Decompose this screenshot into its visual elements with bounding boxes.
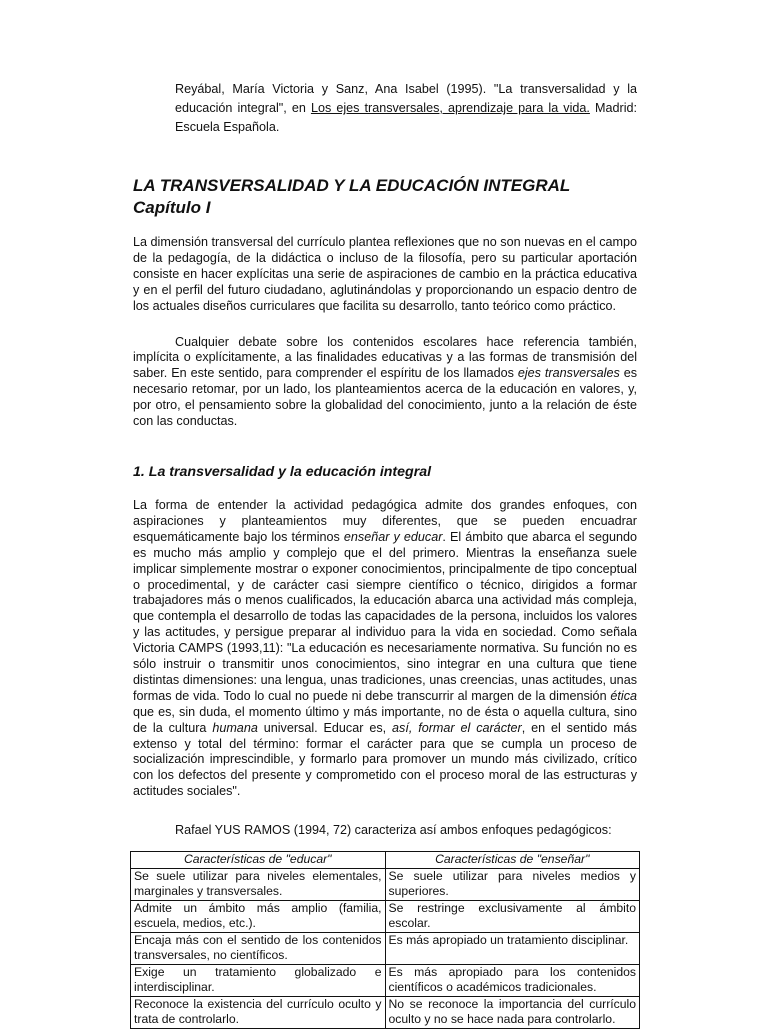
table-cell-educar: Admite un ámbito más amplio (familia, escuela, medios, etc.). xyxy=(131,900,386,932)
table-row xyxy=(131,868,640,900)
reference-authors: Reyábal, María Victoria y Sanz, Ana Isabel (1995). "La transversalidad y la educación integral", en xyxy=(175,82,637,115)
table-cell-ensenar: No se reconoce la importancia del currículo oculto y no se hace nada para controlarlo. xyxy=(385,996,640,1028)
paragraph-2-emphasis: ejes transversales xyxy=(517,366,620,381)
table-cell-educar: Reconoce la existencia del currículo oculto y trata de controlarlo. xyxy=(131,996,386,1028)
paragraph-3-emphasis-2: ética xyxy=(610,688,637,703)
reference-book-title: Los ejes transversales, aprendizaje para la vida. xyxy=(310,101,590,115)
paragraph-2-text-b: es necesario retomar, por un lado, los planteamientos acerca de la educación en valores, y, por otro, el pensamiento sobre la globalidad del conocimiento, junto a la relación de éste con las conductas. xyxy=(133,366,638,429)
header-educar: Características de "educar" xyxy=(131,852,386,869)
header-ensenar: Características de "enseñar" xyxy=(385,852,640,869)
table-cell-ensenar: Se suele utilizar para niveles medios y superiores. xyxy=(385,868,640,900)
paragraph-3-emphasis-3: humana xyxy=(212,720,258,735)
paragraph-3-emphasis-1: enseñar y educar xyxy=(343,529,443,544)
table-intro: Rafael YUS RAMOS (1994, 72) caracteriza así ambos enfoques pedagógicos: xyxy=(175,823,612,838)
document-title: LA TRANSVERSALIDAD Y LA EDUCACIÓN INTEGRAL xyxy=(133,176,571,195)
table-cell-ensenar: Es más apropiado un tratamiento disciplinar. xyxy=(385,932,640,964)
paragraph-1: La dimensión transversal del currículo plantea reflexiones que no son nuevas en el campo de la pedagogía, de la didáctica o incluso de la filosofía, pero su particular aportación consiste en hacer explícitas una serie de aspiraciones de cambio en la práctica educativa y en el perfil del futuro ciudadano, aglutinándolas y proporcionando un espacio dentro de los actuales diseños curriculares que facilita su desarrollo, tanto teórico como práctico. xyxy=(133,235,637,313)
paragraph-3-text-1: La forma de entender la actividad pedagógica admite dos grandes enfoques, con aspiraciones y planteamientos muy diferentes, que se pueden encuadrar esquemáticamente bajo los términos xyxy=(133,497,637,544)
comparison-table xyxy=(130,851,640,1029)
paragraph-3-emphasis-4: así, formar el carácter xyxy=(392,720,522,735)
document-page xyxy=(133,80,637,1029)
paragraph-3-text-4: universal. Educar es, xyxy=(257,720,393,735)
table-row xyxy=(131,964,640,996)
paragraph-2-text-a: Cualquier debate sobre los contenidos escolares hace referencia también, implícita o explícitamente, a las finalidades educativas y a las formas de transmisión del saber. En este sentido, para comprender el espíritu de los llamados xyxy=(133,334,637,381)
paragraph-3-text-5: , en el sentido más extenso y total del término: formar el carácter para que se cumpla un proceso de socialización imprescindible, y formarlo para promover un mundo más civilizado, crítico con los defectos del presente y comprometido con el proceso moral de las estructuras y actitudes sociales". xyxy=(133,720,637,799)
paragraph-3-text-2: . El ámbito que abarca el segundo es mucho más amplio y complejo que el del primero. Mientras la enseñanza suele implicar simplemente mostrar o exponer conocimientos, principalmente de tipo conceptual o procedimental, y de carácter casi siempre científico o técnico, dirigidos a formar trabajadores más o menos cualificados, la educación abarca una actividad más compleja, que contempla el desarrollo de todas las capacidades de la persona, incluidos los valores y las actitudes, y persigue preparar al individuo para la vida en sociedad. Como señala Victoria CAMPS (1993,11): "La educación es necesariamente normativa. Su función no es sólo instruir o transmitir unos conocimientos, sino integrar en una cultura que tiene distintas dimensiones: una lengua, unas tradiciones, unas creencias, unas actitudes, unas formas de vida. Todo lo cual no puede ni debe transcurrir al margen de la dimensión xyxy=(133,529,637,703)
table-cell-ensenar: Es más apropiado para los contenidos científicos o académicos tradicionales. xyxy=(385,964,640,996)
table-header-row xyxy=(131,852,640,869)
section-heading-1: 1. La transversalidad y la educación integral xyxy=(133,463,432,480)
reference-publisher: Madrid: Escuela Española. xyxy=(175,101,637,134)
table-cell-educar: Encaja más con el sentido de los contenidos transversales, no científicos. xyxy=(131,932,386,964)
table-cell-ensenar: Se restringe exclusivamente al ámbito escolar. xyxy=(385,900,640,932)
table-cell-educar: Exige un tratamiento globalizado e interdisciplinar. xyxy=(131,964,386,996)
paragraph-3-text-3: que es, sin duda, el momento último y más importante, no de ésta o aquella cultura, sino de la cultura xyxy=(133,704,637,735)
table-cell-educar: Se suele utilizar para niveles elementales, marginales y transversales. xyxy=(131,868,386,900)
chapter-heading: Capítulo I xyxy=(133,198,211,217)
table-row xyxy=(131,932,640,964)
bibliographic-reference xyxy=(175,80,637,137)
table-row xyxy=(131,996,640,1028)
paragraph-2 xyxy=(133,335,637,430)
table-row xyxy=(131,900,640,932)
paragraph-3 xyxy=(133,498,637,800)
